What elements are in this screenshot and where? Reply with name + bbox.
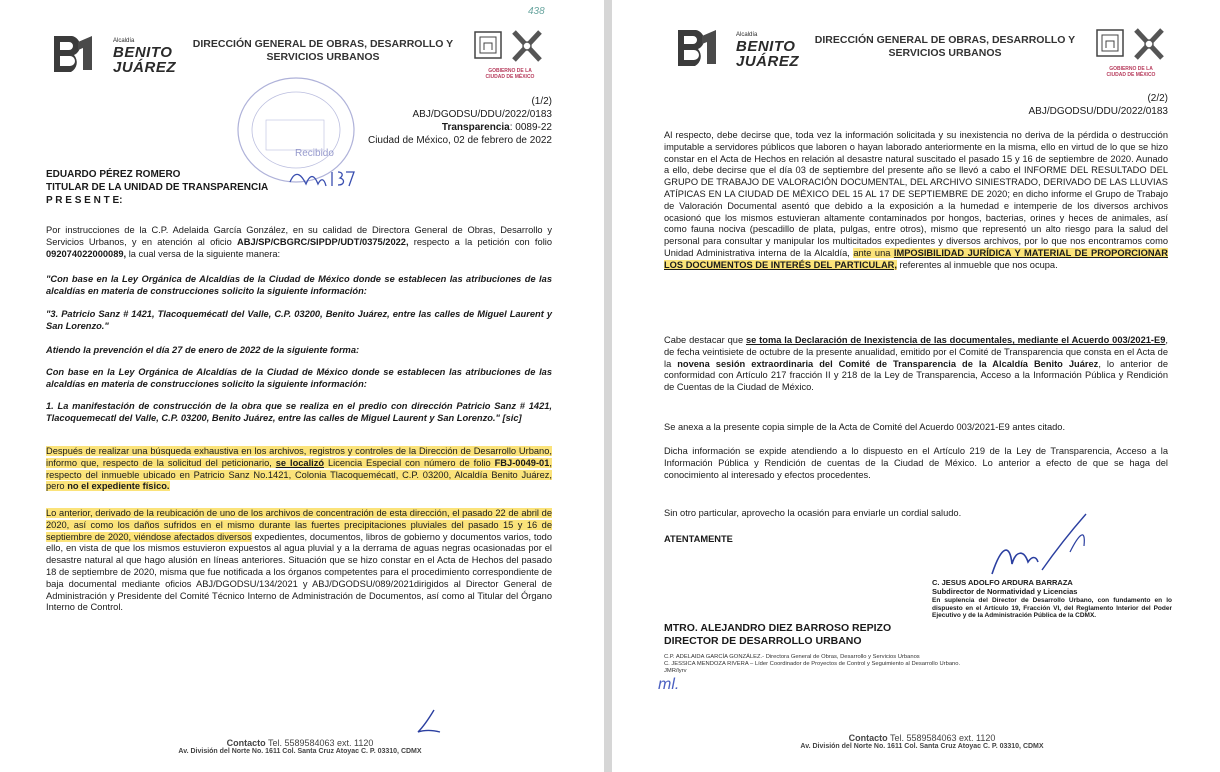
gov-line-1: GOBIERNO DE LA — [1109, 66, 1153, 72]
gov-line-2: CIUDAD DE MÉXICO — [1106, 72, 1156, 78]
brand-alcaldia-label: Alcaldía — [113, 38, 135, 44]
respect-text-a: Al respecto, debe decirse que, toda vez la información solicitada y su inexistencia no deriva de la pérdida o destrucción imputable a servidores públicos que laboren o hayan laborado anteriormente en la misma, ello en virtud de lo que se hizo constar en el Acta de Hechos en relación al desastre natural suscitado el pasado 15 y 16 de septiembre de 2020. Aunado a ello, debe decirse que el día 03 de septiembre del presente año se llevó a cabo el INFORME DEL RESULTADO DEL GRUPO DE TRABAJO DE VALORACIÓN DOCUMENTAL, DEL ARCHIVO SINIESTRADO, DERIVADO DE LAS LLUVIAS ATÍPICAS EN LA CIUDAD DE MÉXICO DEL 15 AL 17 DE SEPTIEMBRE DE 2020; en dicho informe el Grupo de Trabajo de Valoración Documental asentó que debido a la exposición a la humedad e intemperie de los diversos archivos ocasionó que los mismos estuvieran altamente contaminados por hongos, bacterias, orines y heces de animales, así como fauna nociva (pescadillo de plata, pulgas, entre otros), mismo que representó un alto riesgo para la salud del personal para consultar y manipular los multicitados expedientes y diversos archivos, por lo que nos encontramos como Unidad Administrativa interna de la Alcaldía, — [664, 130, 1168, 258]
intro-text-a: Por instrucciones de la C.P. Adelaida García González, en su calidad de Directora General de Obras, Desarrollo y Servicios Urbanos, y en atención al oficio — [46, 225, 552, 247]
note-session: novena sesión extraordinaria del Comité de Transparencia de la Alcaldía Benito Juárez — [677, 358, 1099, 369]
footer-contact-label: Contacto — [848, 733, 888, 743]
atentamente: ATENTAMENTE — [664, 534, 733, 544]
note-text-c: , de fecha veintisiete de octubre de la presente anualidad, emitido por el Comité de Transparencia que consta en el Acta de la — [664, 335, 1168, 369]
document-page-2 — [612, 0, 1220, 772]
signer-1-name: C. JESUS ADOLFO ARDURA BARRAZA — [932, 578, 1073, 587]
search-no-file: no el expediente físico. — [67, 481, 170, 492]
handwritten-time-icon — [288, 164, 368, 190]
footer-address: Av. División del Norte No. 1611 Col. Santa Cruz Atoyac C. P. 03310, CDMX — [800, 743, 1044, 750]
signer-2-title: DIRECTOR DE DESARROLLO URBANO — [664, 635, 862, 647]
cc-block — [664, 654, 1104, 675]
signer-2-block — [664, 622, 891, 648]
relocation-paragraph — [46, 508, 552, 614]
cdmx-emblem-icon — [510, 28, 544, 64]
page2-footer — [742, 733, 1102, 750]
annex-paragraph: Se anexa a la presente copia simple de la Acta de Comité del Acuerdo 003/2021-E9 antes citado. — [664, 422, 1066, 432]
intro-text-e: la cual versa de la siguiente manera: — [126, 248, 281, 259]
closing-paragraph: Sin otro particular, aprovecho la ocasión para enviarle un cordial saludo. — [664, 508, 962, 518]
search-text-c: Licencia Especial con número de folio — [324, 457, 495, 468]
handwritten-initial-icon — [414, 708, 444, 738]
footer-address: Av. División del Norte No. 1611 Col. Santa Cruz Atoyac C. P. 03310, CDMX — [178, 748, 422, 755]
search-text-a: Después de realizar una búsqueda exhaustiva en los archivos, registros y controles de la Dirección de Desarrollo Urbano, informo que, respecto de la solicitud del peticionario, — [46, 446, 552, 468]
document-page-1 — [0, 0, 604, 772]
cdmx-emblem-icon — [1132, 26, 1166, 62]
department-title: DIRECCIÓN GENERAL DE OBRAS, DESARROLLO Y SERVICIOS URBANOS — [814, 34, 1076, 59]
brand-alcaldia-label: Alcaldía — [736, 32, 758, 38]
quote-4: Con base en la Ley Orgánica de Alcaldías de la Ciudad de México donde se establecen las atribuciones de las alcaldías en materia de construcciones solicito la siguiente información: — [46, 367, 552, 389]
quote-3: Atiendo la prevención el día 27 de enero de 2022 de la siguiente forma: — [46, 345, 360, 355]
recipient-block — [46, 168, 268, 207]
signer-2-name: MTRO. ALEJANDRO DIEZ BARROSO REPIZO — [664, 622, 892, 634]
note-declaration: se toma la Declaración de Inexistencia de las documentales, mediante el Acuerdo 003/2021-E9 — [745, 335, 1166, 345]
page-number: (2/2) — [1147, 93, 1168, 104]
declaration-paragraph — [664, 335, 1168, 394]
intro-oficio: ABJ/SP/CBGRC/SIPDP/UDT/0375/2022, — [237, 236, 409, 247]
brand-name — [736, 32, 799, 69]
search-folio: FBJ-0049-01 — [494, 457, 550, 468]
signer-1-title: Subdirector de Normatividad y Licencias — [932, 587, 1078, 596]
recipient-name: EDUARDO PÉREZ ROMERO — [46, 169, 181, 180]
transparency-line — [300, 121, 552, 134]
brand-line-1: BENITO — [113, 44, 173, 61]
transparency-label: Transparencia — [441, 122, 510, 133]
brand-line-1: BENITO — [736, 38, 796, 55]
brand-line-2: JUÁREZ — [113, 59, 177, 76]
recipient-title: TITULAR DE LA UNIDAD DE TRANSPARENCIA — [46, 182, 269, 193]
quote-1: "Con base en la Ley Orgánica de Alcaldías de la Ciudad de México donde se establecen las atribuciones de las alcaldías en materia de construcciones solicito la siguiente información: — [46, 274, 552, 296]
signer-1-block — [932, 578, 1172, 596]
search-text-e: , respecto del inmueble ubicado en Patricio Sanz No.1421, Colonia Tlacoquemécatl, C.P. 03200, Alcaldía Benito Juárez, pero — [46, 457, 552, 492]
page-number: (1/2) — [531, 96, 552, 107]
city-coat-of-arms-icon — [472, 30, 504, 60]
cc-line-1: C.P. ADELAIDA GARCÍA GONZÁLEZ.- Directora General de Obras, Desarrollo y Servicios Urbanos — [664, 654, 920, 660]
search-located: se localizó — [275, 457, 325, 468]
presente: P R E S E N T E: — [46, 195, 123, 206]
note-text-e: , lo anterior de conformidad con Artículo 217 fracción II y 218 de la Ley de Transparencia, Acceso a la Información Pública y Rendición de Cuentas de la Ciudad de México. — [664, 358, 1168, 393]
reference-number: ABJ/DGODSU/DDU/2022/0183 — [412, 109, 552, 120]
cc-line-3: JMR/lyrv — [664, 668, 687, 674]
brand-name — [113, 38, 176, 75]
respect-text-b: ante una — [853, 247, 894, 258]
note-text-a: Cabe destacar que — [664, 335, 746, 345]
footer-phone: Tel. 5589584063 ext. 1120 — [267, 738, 374, 748]
intro-folio: 092074022000089, — [46, 248, 127, 259]
signature-icon — [986, 512, 1106, 586]
gov-line-2: CIUDAD DE MÉXICO — [485, 74, 535, 80]
handwritten-initials: ml. — [658, 676, 680, 693]
department-title: DIRECCIÓN GENERAL DE OBRAS, DESARROLLO Y SERVICIOS URBANOS — [192, 38, 454, 63]
footer-phone: Tel. 5589584063 ext. 1120 — [889, 733, 996, 743]
benito-juarez-logo-icon — [50, 32, 102, 72]
page-gutter — [604, 0, 612, 772]
benito-juarez-logo-icon — [674, 26, 726, 66]
page1-footer — [120, 738, 480, 755]
stamp-received-text: Recibido — [295, 148, 334, 159]
city-coat-of-arms-icon — [1094, 28, 1126, 58]
place-date: Ciudad de México, 02 de febrero de 2022 — [367, 135, 552, 146]
footer-contact-label: Contacto — [226, 738, 266, 748]
search-result-paragraph — [46, 446, 552, 493]
respect-impossibility: IMPOSIBILIDAD JURÍDICA Y MATERIAL DE PROPORCIONAR LOS DOCUMENTOS DE INTERÉS DEL PARTICULAR, — [664, 247, 1168, 270]
header-references — [300, 95, 552, 147]
cc-line-2: C. JESSICA MENDOZA RIVERA – Líder Coordinador de Proyectos de Control y Seguimiento al Desarrollo Urbano. — [664, 661, 961, 667]
relocation-text-a: Lo anterior, derivado de la reubicación de uno de los archivos de concentración de esta dirección, el pasado 22 de abril de 2020, así como los daños sufridos en el mismo durante las fuertes precipitaciones pluviales del pasado 15 y 16 de septiembre de 2020, viéndose afectados diversos — [46, 508, 552, 542]
reference-number: ABJ/DGODSU/DDU/2022/0183 — [1028, 106, 1168, 117]
header-references — [912, 92, 1168, 118]
brand-line-2: JUÁREZ — [736, 53, 800, 70]
quote-2: "3. Patricio Sanz # 1421, Tlacoquemécatl del Valle, C.P. 03200, Benito Juárez, entre las calles de Miguel Laurent y San Lorenzo." — [46, 309, 552, 331]
handwritten-folio: 438 — [528, 6, 545, 17]
relocation-text-b: expedientes, documentos, libros de gobierno y documentos varios, todo ello, en vista de que los mismos estuvieron expuestos al agua pluvial y a la derrama de aguas negras ocasionadas por el desastre natural al que hago alusión en líneas anteriores. Situación que se hizo constar en el Acta de Hechos del pasado 18 de septiembre de 2020, misma que fue notificada a los órganos competentes para el procedimiento correspondiente de baja documental mediante oficios ABJ/DGODSU/134/2021 y ABJ/DGODSU/089/2021dirigidos al Director General de Administración y Presidente del Comité Técnico Interno de Administración de Documentos, así como al Titular del Órgano Interno de Control. — [46, 531, 552, 613]
gov-line-1: GOBIERNO DE LA — [488, 68, 532, 74]
transparency-value: : 0089-22 — [509, 122, 552, 133]
respect-paragraph — [664, 130, 1168, 272]
issued-paragraph: Dicha información se expide atendiendo a lo dispuesto en el Artículo 219 de la Ley de Transparencia, Acceso a la Información Pública y Rendición de cuentas de la Ciudad de México. Lo anterior a efecto de que se haga del conocimiento al interesado y efectos procedentes. — [664, 446, 1168, 480]
gov-label — [470, 68, 550, 80]
quote-5: 1. La manifestación de construcción de la obra que se realiza en el predio con dirección Patricio Sanz # 1421, Tlacoquemecatl del Valle, C.P. 03200, Benito Juárez, entre las calles de Miguel Laurent y San Lorenzo." [sic] — [46, 401, 552, 423]
signer-1-note: En suplencia del Director de Desarrollo Urbano, con fundamento en lo dispuesto en el Artículo 19, Fracción VI, del Reglamento Interior del Poder Ejecutivo y de la Administración Pública de la CDMX. — [932, 597, 1172, 619]
gov-label — [1090, 66, 1172, 78]
intro-paragraph — [46, 225, 552, 260]
respect-text-d: referentes al inmueble que nos ocupa. — [896, 259, 1058, 270]
intro-text-c: respecto a la petición con folio — [408, 236, 552, 247]
